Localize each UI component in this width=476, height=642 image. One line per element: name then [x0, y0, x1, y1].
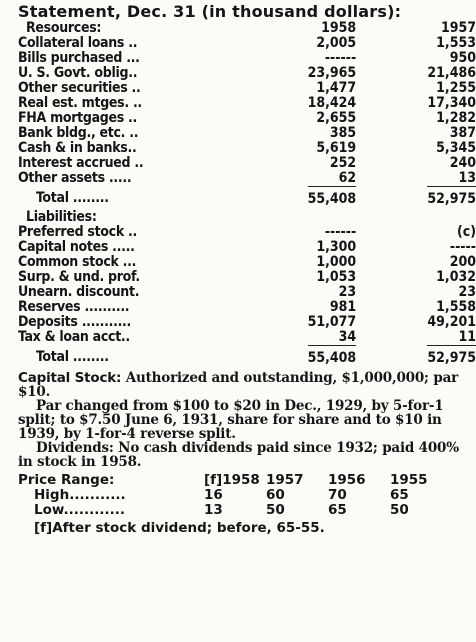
price-year: 1956	[328, 472, 366, 488]
price-range-header-row	[18, 473, 452, 488]
value-1957: 1,282	[436, 110, 476, 126]
row-label: Common stock ...	[18, 254, 137, 270]
row-label: FHA mortgages ..	[18, 110, 138, 126]
row-label: Surp. & und. prof.	[18, 269, 140, 285]
price-footnote: [f]After stock dividend; before, 65-55.	[34, 520, 325, 536]
value-1957: 1957	[440, 20, 476, 36]
value-1958: 1,477	[316, 80, 357, 96]
row-label: Cash & in banks..	[18, 140, 137, 156]
value-1958: 1,000	[316, 254, 357, 270]
liability-row	[18, 255, 476, 270]
price-range-table	[18, 473, 452, 518]
value-1958: ------	[324, 224, 357, 240]
value-1958: 51,077	[307, 314, 357, 330]
dividends-paragraph: Dividends: No cash dividends paid since 1932; paid 400% in stock in 1958.	[18, 440, 459, 470]
row-label: Capital notes .....	[18, 239, 135, 255]
resource-row	[18, 51, 476, 66]
value-1957: 17,340	[427, 95, 476, 111]
value-1958: 981	[329, 299, 357, 315]
liability-row	[18, 315, 476, 330]
liabilities-header-row	[18, 210, 476, 225]
liability-row	[18, 270, 476, 285]
price-low-label: Low............	[34, 502, 126, 518]
value-1958: 2,005	[316, 35, 357, 51]
row-label: Other securities ..	[18, 80, 141, 96]
row-label: Total ........	[36, 349, 109, 365]
value-1958-total: 55,408	[308, 186, 357, 210]
value-1957: 387	[449, 125, 476, 141]
resources-total-row	[18, 186, 476, 210]
resource-row	[18, 171, 476, 186]
row-label: U. S. Govt. oblig..	[18, 65, 138, 81]
price-low-value: 50	[266, 502, 285, 518]
resource-row	[18, 126, 476, 141]
price-low-row	[18, 503, 452, 518]
row-label: Resources:	[26, 20, 102, 36]
value-1957: 1,032	[436, 269, 476, 285]
value-1957	[404, 186, 476, 210]
liability-row	[18, 330, 476, 345]
price-high-value: 60	[266, 487, 285, 503]
row-label: Preferred stock ..	[18, 224, 137, 240]
value-1957	[404, 345, 476, 369]
value-1958: 385	[329, 125, 357, 141]
row-label: Liabilities:	[26, 209, 97, 225]
resource-row	[18, 36, 476, 51]
column-header-row	[18, 21, 476, 36]
value-1957-total: 52,975	[427, 345, 476, 369]
value-1958: 252	[329, 155, 357, 171]
resource-row	[18, 156, 476, 171]
price-high-value: 16	[204, 487, 223, 503]
value-1958: 1,300	[316, 239, 357, 255]
value-1958: 34	[338, 329, 357, 345]
resource-row	[18, 141, 476, 156]
price-year: [f]1958	[204, 472, 260, 488]
liability-row	[18, 300, 476, 315]
capital-stock-paragraph	[18, 371, 464, 399]
liability-row	[18, 285, 476, 300]
value-1957: 240	[449, 155, 476, 171]
value-1958: 1958	[321, 20, 357, 36]
resource-row	[18, 96, 476, 111]
value-1958-total: 55,408	[308, 345, 357, 369]
value-1957: -----	[449, 239, 476, 255]
par-change-paragraph: Par changed from $100 to $20 in Dec., 1929, by 5-for-1 split; to $7.50 June 6, 1931, share for share and to $10 in 1939, by 1-for-4 reverse split.	[18, 398, 444, 442]
row-label: Reserves ..........	[18, 299, 130, 315]
price-low-value: 50	[390, 502, 409, 518]
row-label: Interest accrued ..	[18, 155, 144, 171]
value-1958	[219, 345, 404, 369]
value-1957: 49,201	[427, 314, 476, 330]
row-label: Bills purchased ...	[18, 50, 140, 66]
value-1957: 13	[458, 170, 476, 186]
statement-title: Statement, Dec. 31 (in thousand dollars):	[18, 2, 402, 21]
price-year: 1957	[266, 472, 304, 488]
value-1957: 21,486	[427, 65, 476, 81]
row-label: Total ........	[36, 190, 109, 206]
value-1958: 23,965	[307, 65, 357, 81]
liability-row	[18, 240, 476, 255]
value-1957: 1,255	[436, 80, 476, 96]
price-high-row	[18, 488, 452, 503]
price-low-value: 13	[204, 502, 223, 518]
capital-stock-lead: Capital Stock:	[18, 370, 122, 386]
value-1958: ------	[324, 50, 357, 66]
liabilities-total-row	[18, 345, 476, 369]
value-1958: 62	[338, 170, 357, 186]
value-1957: (c)	[457, 224, 476, 240]
value-1958: 5,619	[316, 140, 357, 156]
value-1958: 2,655	[316, 110, 357, 126]
price-high-value: 70	[328, 487, 347, 503]
value-1958: 23	[338, 284, 357, 300]
price-high-value: 65	[390, 487, 409, 503]
row-label: Bank bldg., etc. ..	[18, 125, 139, 141]
statement-table	[18, 21, 476, 369]
resource-row	[18, 66, 476, 81]
row-label: Other assets .....	[18, 170, 132, 186]
resource-row	[18, 81, 476, 96]
value-1957: 5,345	[436, 140, 476, 156]
price-high-label: High...........	[34, 487, 126, 503]
price-year: 1955	[390, 472, 428, 488]
price-low-value: 65	[328, 502, 347, 518]
price-range-label: Price Range:	[18, 472, 115, 488]
row-label: Real est. mtges. ..	[18, 95, 142, 111]
value-1958	[219, 210, 404, 225]
row-label: Collateral loans ..	[18, 35, 138, 51]
value-1957: 11	[458, 329, 476, 345]
liability-row	[18, 225, 476, 240]
value-1958: 18,424	[307, 95, 357, 111]
value-1958	[219, 186, 404, 210]
value-1957: 23	[458, 284, 476, 300]
row-label: Unearn. discount.	[18, 284, 140, 300]
resource-row	[18, 111, 476, 126]
row-label: Tax & loan acct..	[18, 329, 130, 345]
row-label: Deposits ...........	[18, 314, 132, 330]
value-1957: 1,553	[436, 35, 476, 51]
value-1957-total: 52,975	[427, 186, 476, 210]
value-1958: 1,053	[316, 269, 357, 285]
value-1957: 950	[449, 50, 476, 66]
value-1957: 200	[449, 254, 476, 270]
value-1957: 1,558	[436, 299, 476, 315]
capital-stock-text: Authorized and outstanding, $1,000,000; par $10.	[18, 370, 459, 400]
value-1957	[404, 210, 476, 225]
